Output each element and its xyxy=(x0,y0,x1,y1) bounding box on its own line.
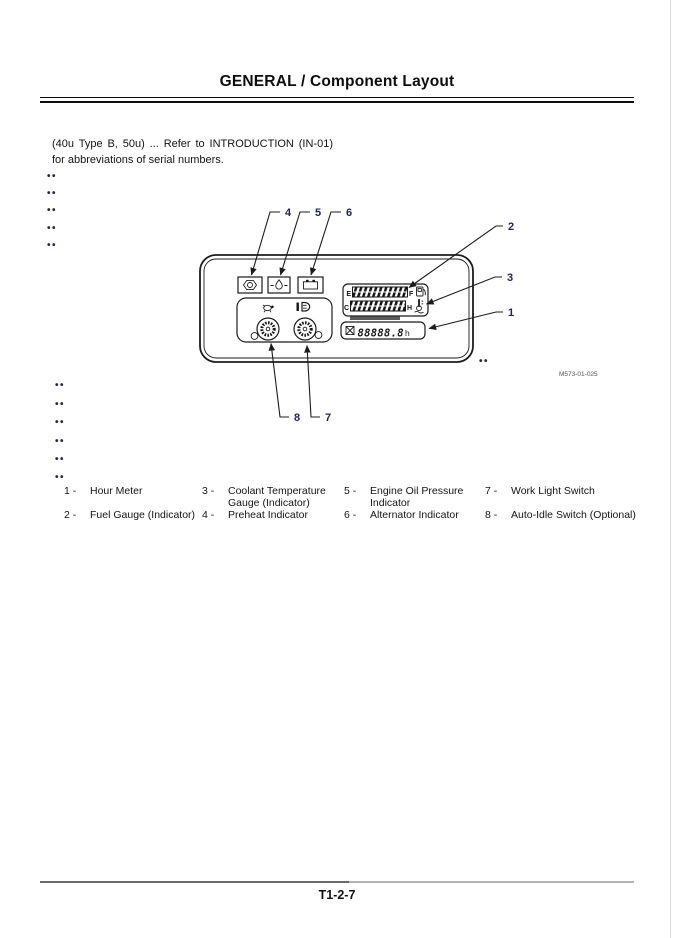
indicator-lamp xyxy=(315,332,322,339)
legend-item-4 xyxy=(202,510,308,522)
page-title: GENERAL / Component Layout xyxy=(219,73,455,90)
callout-1: 1 xyxy=(507,307,515,319)
legend-label: Engine Oil Pressure Indicator xyxy=(370,485,464,509)
legend-item-6 xyxy=(344,510,459,522)
redacted-bullet-mark: •• xyxy=(479,356,490,367)
fuel-pump-icon xyxy=(417,287,426,296)
legend-label: Auto-Idle Switch (Optional) xyxy=(511,509,636,521)
scan-edge-line xyxy=(670,0,671,938)
legend-label: Fuel Gauge (Indicator) xyxy=(90,509,196,521)
footer-page-number: T1-2-7 xyxy=(318,888,356,902)
thermometer-icon xyxy=(415,300,424,313)
redacted-bullet-mark: •• xyxy=(55,472,66,483)
legend-label: Preheat Indicator xyxy=(228,509,308,521)
callout-leaders xyxy=(252,212,504,417)
figure-code: M573-01-025 xyxy=(559,371,598,378)
callout-7: 7 xyxy=(324,412,332,424)
engine-oil-pressure-indicator xyxy=(268,277,290,293)
redacted-bullet-mark: •• xyxy=(55,436,66,447)
redacted-bullet-mark: •• xyxy=(47,205,58,216)
intro-paragraph: (40u Type B, 50u) ... Refer to INTRODUCTION (IN-01) for abbreviations of serial numbers. xyxy=(52,138,333,166)
legend-number: 7 - xyxy=(485,485,498,497)
footer-rule xyxy=(40,881,634,883)
hour-meter xyxy=(341,322,425,340)
legend-item-1 xyxy=(64,486,143,498)
glow-plug-icon xyxy=(244,280,257,289)
work-light-icon xyxy=(297,303,310,312)
battery-icon xyxy=(304,280,318,289)
callout-5: 5 xyxy=(314,207,322,219)
legend-number: 5 - xyxy=(344,485,357,497)
legend-item-7 xyxy=(485,486,595,498)
legend-label: Coolant Temperature Gauge (Indicator) xyxy=(228,485,326,509)
coolant-temperature-gauge xyxy=(344,300,424,313)
redacted-bullet-mark: •• xyxy=(47,188,58,199)
hour-meter-unit: h xyxy=(405,328,410,338)
redacted-bullet-mark: •• xyxy=(55,417,66,428)
callout-4: 4 xyxy=(284,207,292,219)
legend-item-8 xyxy=(485,510,636,522)
monitor-panel-diagram xyxy=(40,195,640,435)
legend-label: Hour Meter xyxy=(90,485,143,497)
legend-item-5 xyxy=(344,486,470,509)
legend-number: 2 - xyxy=(64,509,77,521)
callout-6: 6 xyxy=(345,207,353,219)
legend-number: 1 - xyxy=(64,485,77,497)
legend-number: 8 - xyxy=(485,509,498,521)
header-rule xyxy=(40,97,634,103)
switch-panel xyxy=(237,298,332,342)
legend-number: 6 - xyxy=(344,509,357,521)
legend-label: Alternator Indicator xyxy=(370,509,459,521)
callout-2: 2 xyxy=(507,221,515,233)
alternator-indicator xyxy=(298,277,323,293)
fuel-gauge-empty-label: E xyxy=(346,291,351,298)
auto-idle-switch-knob xyxy=(257,318,279,340)
work-light-switch-knob xyxy=(294,318,316,340)
redacted-bullet-mark: •• xyxy=(47,171,58,182)
redacted-bullet-mark: •• xyxy=(47,223,58,234)
legend-label: Work Light Switch xyxy=(511,485,595,497)
legend-item-2 xyxy=(64,510,195,522)
gauge-cluster xyxy=(343,284,428,320)
preheat-indicator xyxy=(238,277,262,293)
temp-gauge-hot-label: H xyxy=(407,305,413,312)
redacted-bullet-mark: •• xyxy=(55,399,66,410)
legend-item-3 xyxy=(202,486,330,509)
callout-3: 3 xyxy=(506,272,514,284)
redacted-bullet-mark: •• xyxy=(55,454,66,465)
indicator-lamp xyxy=(251,333,258,340)
redacted-bullet-mark: •• xyxy=(47,240,58,251)
fuel-gauge xyxy=(346,287,425,298)
temp-gauge-cold-label: C xyxy=(343,305,349,312)
hour-meter-value: 88888.8 xyxy=(357,327,404,340)
fuel-gauge-full-label: F xyxy=(409,291,414,298)
legend-number: 3 - xyxy=(202,485,215,497)
callout-8: 8 xyxy=(293,412,301,424)
auto-idle-icon xyxy=(263,305,274,312)
oil-drop-icon xyxy=(271,280,288,289)
redacted-bullet-mark: •• xyxy=(55,380,66,391)
gauge-shadow-bar xyxy=(350,317,400,321)
legend-number: 4 - xyxy=(202,509,215,521)
hourglass-symbol-icon xyxy=(346,327,354,335)
